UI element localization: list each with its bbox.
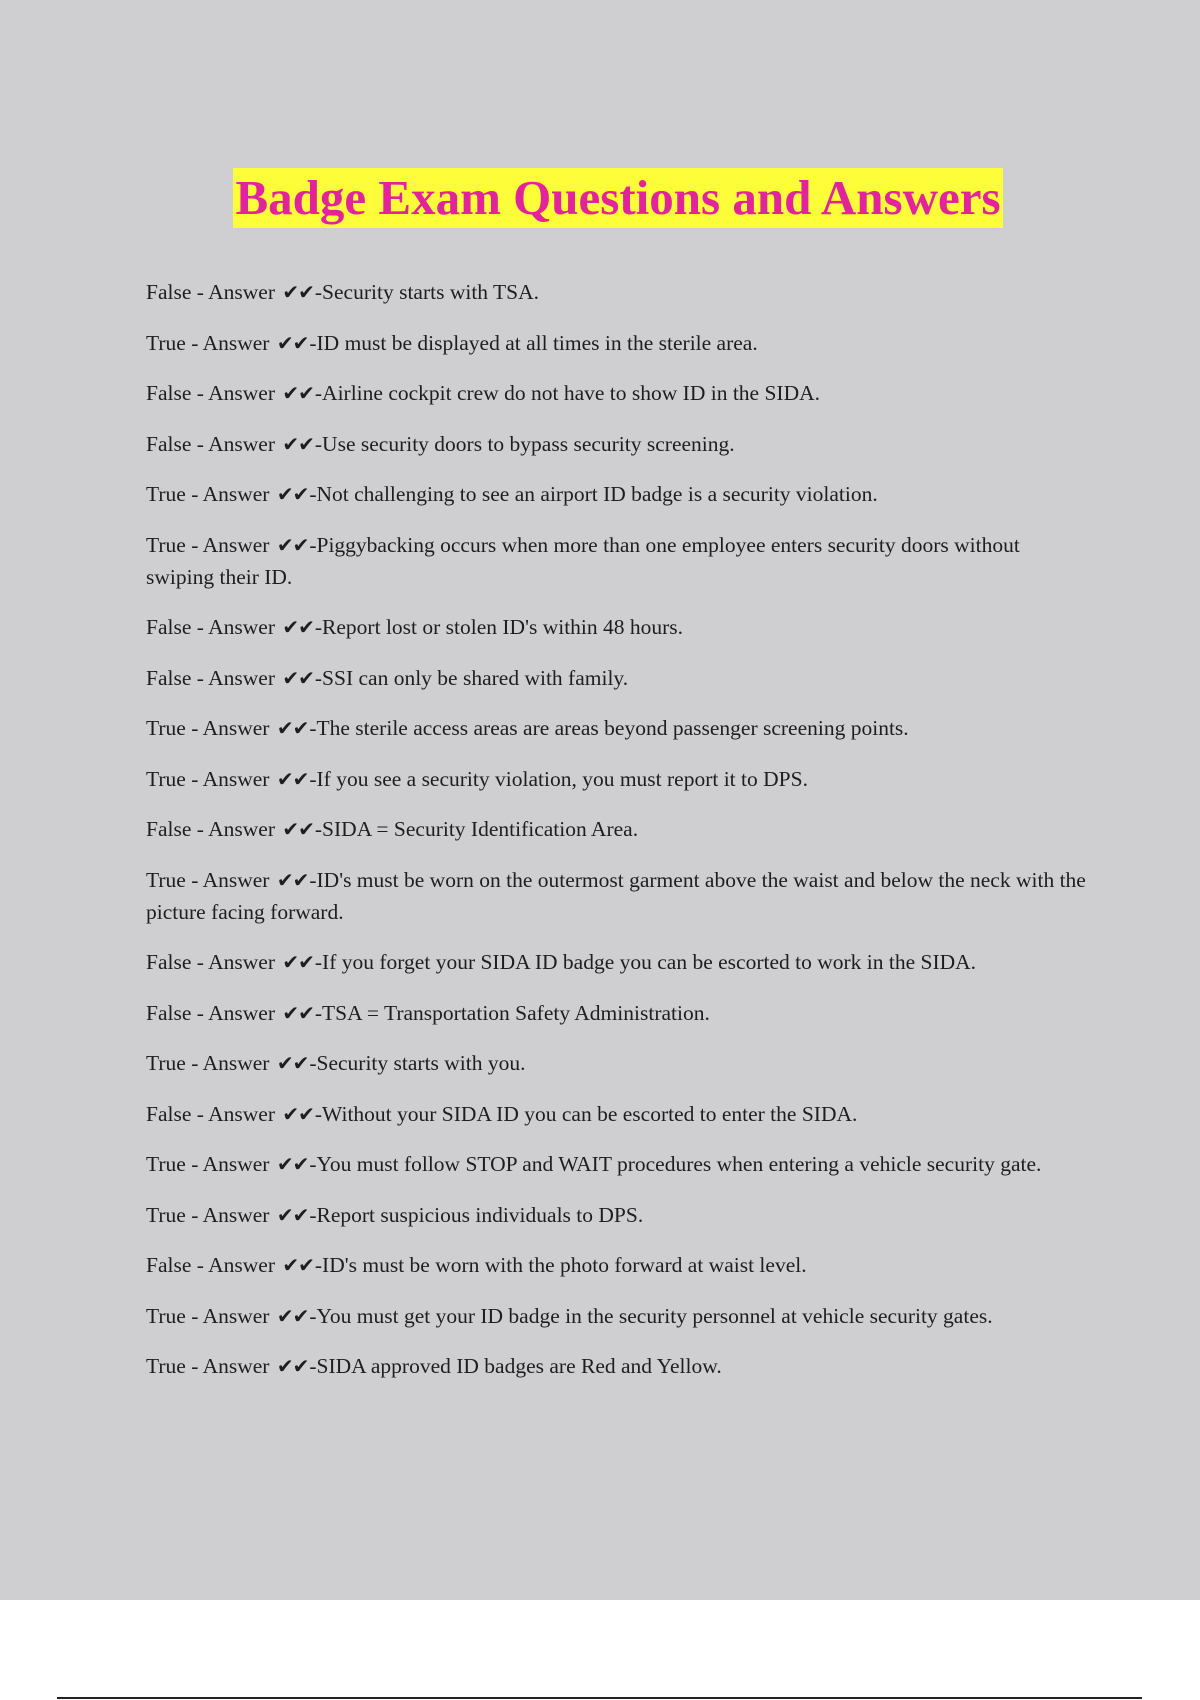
qa-answer: False [146, 1000, 192, 1025]
answer-separator: - Answer [185, 716, 275, 740]
qa-answer: False [146, 665, 192, 690]
qa-item [146, 276, 1091, 308]
qa-answer: False [146, 1253, 192, 1277]
qa-item [146, 946, 1091, 978]
qa-answer: False [146, 280, 192, 304]
answer-separator: - Answer [191, 381, 281, 405]
qa-statement: -Security starts with TSA. [314, 280, 540, 304]
qa-answer: True [146, 766, 186, 791]
double-check-icon: ✔✔ [276, 766, 309, 791]
double-check-icon: ✔✔ [282, 665, 314, 690]
qa-statement: -If you forget your SIDA ID badge you can be escorted to work in the SIDA. [314, 950, 977, 974]
qa-item [146, 763, 1091, 795]
answer-separator: - Answer [191, 1000, 281, 1025]
answer-separator: - Answer [185, 1303, 275, 1328]
double-check-icon: ✔✔ [282, 615, 314, 639]
qa-statement: -ID must be displayed at all times in the sterile area. [309, 330, 758, 355]
qa-item [146, 1047, 1091, 1079]
qa-item [146, 1249, 1091, 1281]
answer-separator: - Answer [191, 431, 281, 456]
qa-statement: -SIDA = Security Identification Area. [314, 817, 639, 841]
qa-statement: -You must follow STOP and WAIT procedures when entering a vehicle security gate. [309, 1152, 1042, 1176]
answer-separator: - Answer [191, 615, 281, 639]
answer-separator: - Answer [185, 766, 275, 791]
qa-statement: -Report lost or stolen ID's within 48 hours. [314, 615, 684, 639]
qa-statement: -You must get your ID badge in the security personnel at vehicle security gates. [309, 1303, 993, 1328]
qa-statement: -SIDA approved ID badges are Red and Yellow. [309, 1354, 722, 1378]
answer-separator: - Answer [185, 482, 275, 506]
qa-answer: True [146, 1152, 186, 1176]
qa-item [146, 864, 1091, 928]
qa-statement: -Airline cockpit crew do not have to show ID in the SIDA. [314, 381, 821, 405]
qa-answer: True [146, 330, 186, 355]
double-check-icon: ✔✔ [276, 716, 309, 740]
answer-separator: - Answer [191, 1253, 281, 1277]
qa-statement: -The sterile access areas are areas beyond passenger screening points. [309, 716, 909, 740]
qa-statement: -Security starts with you. [309, 1051, 526, 1075]
qa-answer: True [146, 532, 186, 557]
qa-statement: -ID's must be worn with the photo forward at waist level. [314, 1253, 807, 1277]
qa-answer: True [146, 482, 186, 506]
double-check-icon: ✔✔ [276, 1152, 309, 1176]
answer-separator: - Answer [191, 280, 281, 304]
answer-separator: - Answer [185, 1202, 275, 1227]
qa-statement: -ID's must be worn on the outermost garment above the waist and below the neck with the picture facing forward. [146, 867, 1086, 924]
double-check-icon: ✔✔ [282, 950, 314, 974]
qa-answer: True [146, 1303, 186, 1328]
qa-item [146, 813, 1091, 845]
double-check-icon: ✔✔ [282, 817, 314, 841]
qa-statement: -If you see a security violation, you must report it to DPS. [309, 766, 808, 791]
qa-item [146, 428, 1091, 460]
double-check-icon: ✔✔ [276, 532, 309, 557]
qa-answer: False [146, 431, 192, 456]
qa-item [146, 662, 1091, 694]
document-title: Badge Exam Questions and Answers [233, 168, 1002, 228]
qa-item [146, 1350, 1091, 1382]
double-check-icon: ✔✔ [276, 1303, 309, 1328]
qa-answer: True [146, 1354, 186, 1378]
qa-item [146, 1148, 1091, 1180]
qa-answer: False [146, 1101, 192, 1126]
qa-statement: -Report suspicious individuals to DPS. [309, 1202, 644, 1227]
qa-item [146, 997, 1091, 1029]
qa-answer: True [146, 1202, 186, 1227]
qa-answer: False [146, 950, 192, 974]
qa-answer: True [146, 1051, 186, 1075]
qa-statement: -Without your SIDA ID you can be escorted to enter the SIDA. [314, 1101, 858, 1126]
answer-separator: - Answer [185, 532, 275, 557]
double-check-icon: ✔✔ [282, 280, 314, 304]
double-check-icon: ✔✔ [282, 1253, 314, 1277]
qa-list [146, 276, 1091, 1401]
qa-answer: False [146, 615, 192, 639]
answer-separator: - Answer [191, 817, 281, 841]
answer-separator: - Answer [191, 950, 281, 974]
answer-separator: - Answer [191, 1101, 281, 1126]
double-check-icon: ✔✔ [276, 1354, 309, 1378]
answer-separator: - Answer [185, 1152, 275, 1176]
double-check-icon: ✔✔ [282, 1000, 314, 1025]
double-check-icon: ✔✔ [282, 431, 314, 456]
qa-answer: False [146, 817, 192, 841]
double-check-icon: ✔✔ [276, 330, 309, 355]
answer-separator: - Answer [191, 665, 281, 690]
qa-answer: True [146, 716, 186, 740]
answer-separator: - Answer [185, 867, 275, 892]
answer-separator: - Answer [185, 1051, 275, 1075]
qa-answer: False [146, 381, 192, 405]
double-check-icon: ✔✔ [276, 1202, 309, 1227]
qa-item [146, 1199, 1091, 1231]
footer-divider [57, 1697, 1142, 1699]
qa-statement: -SSI can only be shared with family. [314, 665, 629, 690]
qa-item [146, 478, 1091, 510]
double-check-icon: ✔✔ [276, 1051, 309, 1075]
qa-item [146, 1300, 1091, 1332]
double-check-icon: ✔✔ [282, 381, 314, 405]
qa-statement: -Use security doors to bypass security screening. [314, 431, 735, 456]
qa-item [146, 712, 1091, 744]
qa-item [146, 529, 1091, 593]
qa-item [146, 611, 1091, 643]
qa-item [146, 377, 1091, 409]
double-check-icon: ✔✔ [276, 482, 309, 506]
qa-statement: -TSA = Transportation Safety Administration. [314, 1000, 710, 1025]
answer-separator: - Answer [185, 330, 275, 355]
qa-statement: -Piggybacking occurs when more than one employee enters security doors without swiping their ID. [146, 532, 1020, 589]
double-check-icon: ✔✔ [282, 1101, 314, 1126]
qa-answer: True [146, 867, 186, 892]
double-check-icon: ✔✔ [276, 867, 309, 892]
qa-statement: -Not challenging to see an airport ID badge is a security violation. [309, 482, 878, 506]
title-container [0, 168, 1200, 228]
answer-separator: - Answer [185, 1354, 275, 1378]
qa-item [146, 1098, 1091, 1130]
qa-item [146, 327, 1091, 359]
